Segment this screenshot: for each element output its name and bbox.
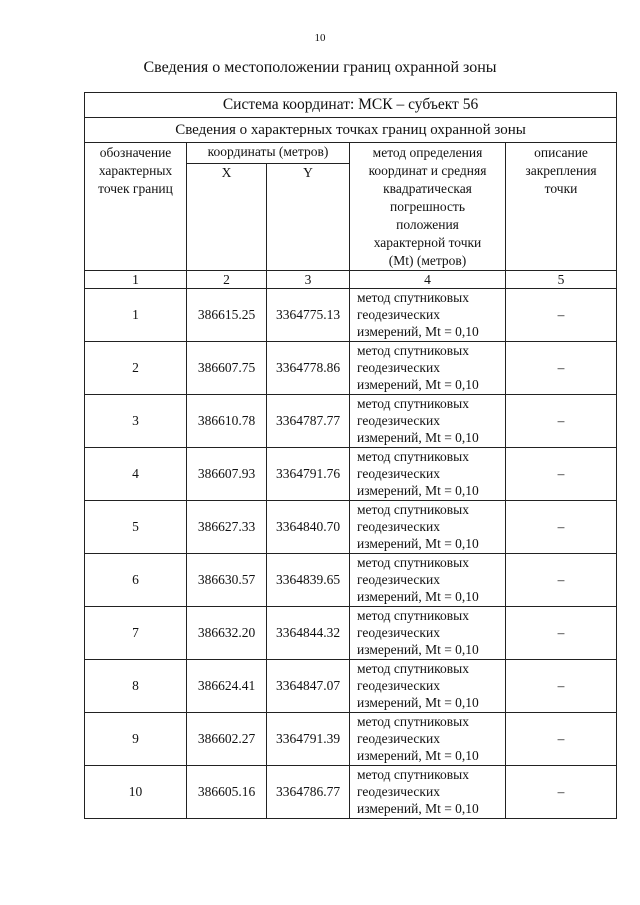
method-line: геодезических	[357, 625, 440, 640]
header-method-line: координат и средняя	[368, 163, 487, 178]
method-line: измерений, Mt = 0,10	[357, 801, 479, 816]
header-x: X	[187, 163, 267, 270]
x-coordinate-cell: 386610.78	[187, 395, 267, 448]
header-method-line: характерной точки	[373, 235, 482, 250]
point-id-cell: 3	[85, 395, 187, 448]
method-line: измерений, Mt = 0,10	[357, 748, 479, 763]
y-coordinate-cell: 3364844.32	[267, 607, 350, 660]
description-cell: –	[506, 448, 617, 501]
method-line: метод спутниковых	[357, 767, 469, 782]
table-row	[85, 607, 617, 660]
method-line: геодезических	[357, 519, 440, 534]
method-cell	[350, 607, 506, 660]
y-coordinate-cell: 3364775.13	[267, 289, 350, 342]
method-line: измерений, Mt = 0,10	[357, 430, 479, 445]
x-coordinate-cell: 386615.25	[187, 289, 267, 342]
x-coordinate-cell: 386602.27	[187, 713, 267, 766]
method-line: метод спутниковых	[357, 555, 469, 570]
point-id-cell: 9	[85, 713, 187, 766]
header-method-line: погрешность	[389, 199, 465, 214]
method-line: геодезических	[357, 678, 440, 693]
method-line: геодезических	[357, 413, 440, 428]
point-id-cell: 5	[85, 501, 187, 554]
description-cell: –	[506, 501, 617, 554]
header-desc-line: описание	[534, 145, 588, 160]
method-line: метод спутниковых	[357, 714, 469, 729]
method-cell	[350, 289, 506, 342]
header-point-line: обозначение	[99, 145, 172, 160]
x-coordinate-cell: 386607.75	[187, 342, 267, 395]
method-line: геодезических	[357, 731, 440, 746]
method-cell	[350, 395, 506, 448]
point-id-cell: 1	[85, 289, 187, 342]
table-subtitle-row	[85, 118, 617, 143]
method-line: измерений, Mt = 0,10	[357, 589, 479, 604]
description-cell: –	[506, 395, 617, 448]
method-cell	[350, 713, 506, 766]
description-cell: –	[506, 660, 617, 713]
column-number: 2	[187, 271, 267, 289]
header-y: Y	[267, 163, 350, 270]
method-line: измерений, Mt = 0,10	[357, 536, 479, 551]
table-row	[85, 713, 617, 766]
coordinates-table	[84, 92, 617, 819]
header-description	[506, 143, 617, 271]
coordinate-system-cell: Система координат: МСК – субъект 56	[85, 93, 617, 118]
table-subtitle-cell: Сведения о характерных точках границ охранной зоны	[85, 118, 617, 143]
x-coordinate-cell: 386607.93	[187, 448, 267, 501]
column-number: 5	[506, 271, 617, 289]
description-cell: –	[506, 713, 617, 766]
y-coordinate-cell: 3364786.77	[267, 766, 350, 819]
column-number-row	[85, 271, 617, 289]
method-line: измерений, Mt = 0,10	[357, 377, 479, 392]
table-row	[85, 554, 617, 607]
method-cell	[350, 660, 506, 713]
header-point-line: точек границ	[98, 181, 173, 196]
header-method	[350, 143, 506, 271]
method-cell	[350, 554, 506, 607]
point-id-cell: 6	[85, 554, 187, 607]
y-coordinate-cell: 3364791.76	[267, 448, 350, 501]
coordinate-system-row	[85, 93, 617, 118]
description-cell: –	[506, 342, 617, 395]
table-row	[85, 289, 617, 342]
method-line: метод спутниковых	[357, 661, 469, 676]
page-number: 10	[314, 32, 326, 44]
y-coordinate-cell: 3364787.77	[267, 395, 350, 448]
method-cell	[350, 766, 506, 819]
y-coordinate-cell: 3364839.65	[267, 554, 350, 607]
header-point-line: характерных	[98, 163, 173, 178]
point-id-cell: 7	[85, 607, 187, 660]
y-coordinate-cell: 3364778.86	[267, 342, 350, 395]
method-line: метод спутниковых	[357, 449, 469, 464]
table-row	[85, 660, 617, 713]
header-desc-line: закрепления	[525, 163, 597, 178]
method-line: измерений, Mt = 0,10	[357, 642, 479, 657]
x-coordinate-cell: 386624.41	[187, 660, 267, 713]
point-id-cell: 10	[85, 766, 187, 819]
document-title: Сведения о местоположении границ охранной зоны	[143, 59, 497, 76]
method-line: метод спутниковых	[357, 343, 469, 358]
description-cell: –	[506, 607, 617, 660]
column-number: 4	[350, 271, 506, 289]
description-cell: –	[506, 554, 617, 607]
method-line: метод спутниковых	[357, 290, 469, 305]
y-coordinate-cell: 3364847.07	[267, 660, 350, 713]
description-cell: –	[506, 289, 617, 342]
method-line: измерений, Mt = 0,10	[357, 483, 479, 498]
point-id-cell: 4	[85, 448, 187, 501]
method-line: геодезических	[357, 466, 440, 481]
table-row	[85, 766, 617, 819]
header-method-line: метод определения	[372, 145, 483, 160]
x-coordinate-cell: 386605.16	[187, 766, 267, 819]
header-method-line: (Mt) (метров)	[388, 253, 467, 268]
header-desc-line: точки	[544, 181, 578, 196]
table-row	[85, 448, 617, 501]
header-coordinates: координаты (метров)	[187, 143, 350, 164]
method-line: геодезических	[357, 307, 440, 322]
method-line: геодезических	[357, 784, 440, 799]
header-row-1	[85, 143, 617, 164]
method-line: метод спутниковых	[357, 608, 469, 623]
point-id-cell: 8	[85, 660, 187, 713]
description-cell: –	[506, 766, 617, 819]
y-coordinate-cell: 3364840.70	[267, 501, 350, 554]
table-row	[85, 501, 617, 554]
method-line: измерений, Mt = 0,10	[357, 695, 479, 710]
column-number: 1	[85, 271, 187, 289]
header-point-designation	[85, 143, 187, 271]
method-cell	[350, 448, 506, 501]
table-row	[85, 395, 617, 448]
point-id-cell: 2	[85, 342, 187, 395]
method-line: геодезических	[357, 360, 440, 375]
method-line: геодезических	[357, 572, 440, 587]
method-cell	[350, 342, 506, 395]
y-coordinate-cell: 3364791.39	[267, 713, 350, 766]
method-line: метод спутниковых	[357, 396, 469, 411]
x-coordinate-cell: 386632.20	[187, 607, 267, 660]
x-coordinate-cell: 386627.33	[187, 501, 267, 554]
header-method-line: положения	[396, 217, 459, 232]
header-method-line: квадратическая	[383, 181, 472, 196]
method-line: метод спутниковых	[357, 502, 469, 517]
table-row	[85, 342, 617, 395]
method-line: измерений, Mt = 0,10	[357, 324, 479, 339]
method-cell	[350, 501, 506, 554]
x-coordinate-cell: 386630.57	[187, 554, 267, 607]
column-number: 3	[267, 271, 350, 289]
